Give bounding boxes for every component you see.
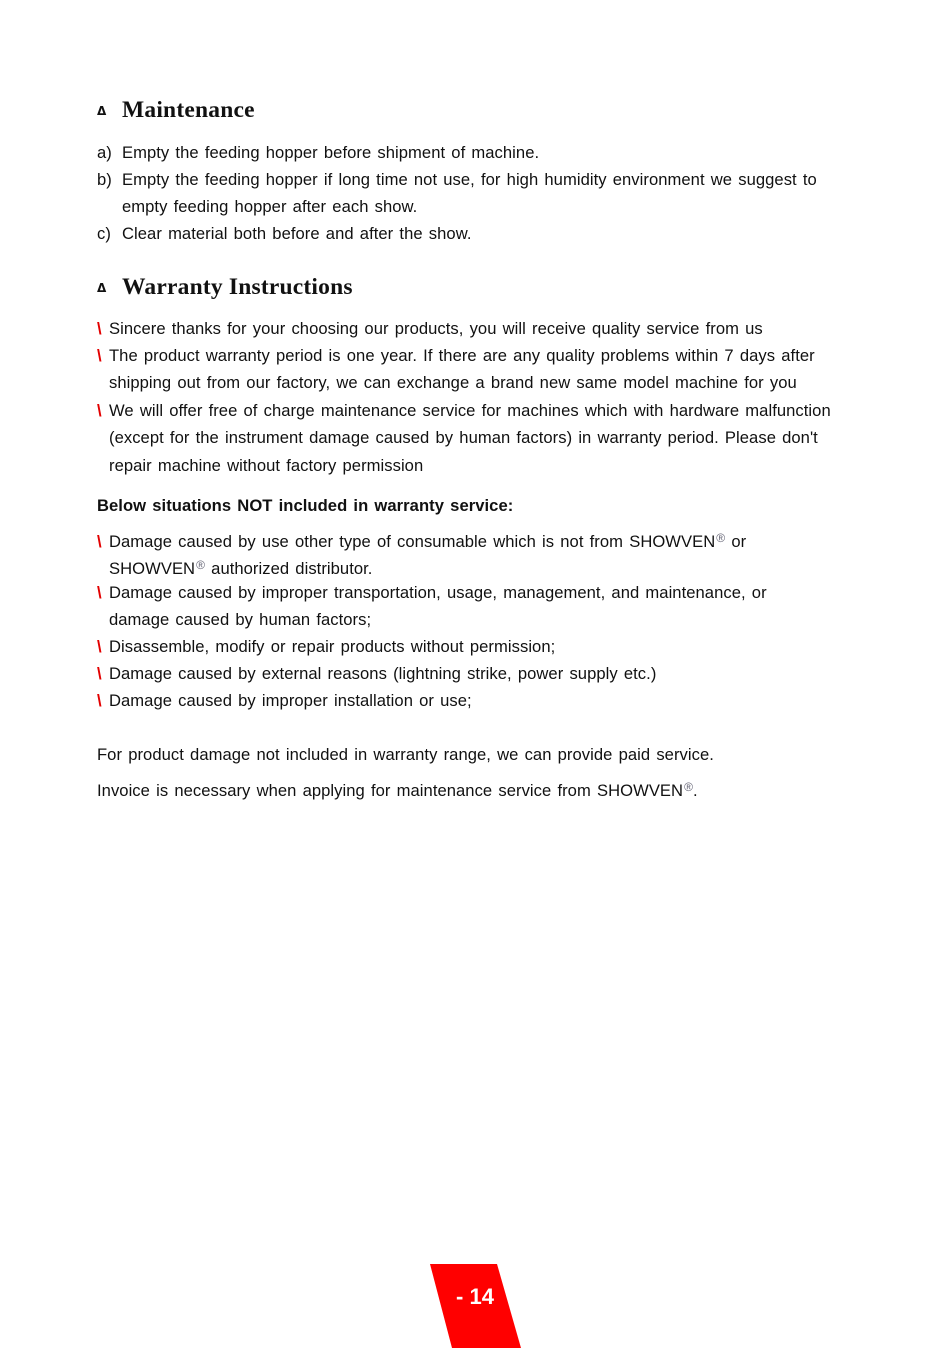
bullet-item <box>97 582 767 604</box>
item-text: Invoice is necessary when applying for maintenance service from SHOWVEN <box>97 781 684 800</box>
triangle-icon: Δ <box>97 280 107 295</box>
bullet-icon: \ <box>97 319 102 338</box>
bullet-icon: \ <box>97 583 102 602</box>
item-text: The product warranty period is one year. If there are any quality problems within 7 days after <box>109 346 815 365</box>
exclusions-heading: Below situations NOT included in warranty service: <box>97 496 514 515</box>
item-text-cont: (except for the instrument damage caused by human factors) in warranty period. Please don't <box>109 428 818 447</box>
bullet-item <box>97 400 831 422</box>
item-text-cont: shipping out from our factory, we can exchange a brand new same model machine for you <box>109 373 797 392</box>
item-text: We will offer free of charge maintenance service for machines which with hardware malfunction <box>109 401 831 420</box>
maintenance-title: Maintenance <box>122 97 255 123</box>
warranty-heading <box>97 272 353 302</box>
bullet-icon: \ <box>97 637 102 656</box>
bullet-item <box>97 318 763 340</box>
registered-mark: ® <box>196 558 205 572</box>
bullet-icon: \ <box>97 346 102 365</box>
bullet-item <box>97 636 555 658</box>
item-text: Damage caused by improper installation or use; <box>109 691 472 710</box>
bullet-item <box>97 345 815 367</box>
maintenance-heading <box>97 95 255 125</box>
item-text: authorized distributor. <box>205 559 373 578</box>
list-item <box>97 169 817 191</box>
bullet-item <box>97 527 746 549</box>
bullet-icon: \ <box>97 691 102 710</box>
item-text: Empty the feeding hopper if long time not use, for high humidity environment we suggest to <box>122 170 817 189</box>
item-label: b) <box>97 170 112 189</box>
item-text-cont: empty feeding hopper after each show. <box>122 197 418 216</box>
item-text-cont: damage caused by human factors; <box>109 610 372 629</box>
item-text: Disassemble, modify or repair products without permission; <box>109 637 556 656</box>
bullet-icon: \ <box>97 532 102 551</box>
warranty-title: Warranty Instructions <box>122 274 353 300</box>
page-number: - 14 <box>456 1284 494 1309</box>
list-item <box>97 142 539 164</box>
list-item <box>97 223 471 245</box>
item-label: a) <box>97 143 112 162</box>
item-text: or <box>725 532 747 551</box>
item-text: Sincere thanks for your choosing our products, you will receive quality service from us <box>109 319 763 338</box>
item-text: Clear material both before and after the show. <box>122 224 472 243</box>
invoice-note <box>97 776 698 798</box>
item-text-cont: repair machine without factory permission <box>109 456 424 475</box>
item-text: Damage caused by use other type of consumable which is not from SHOWVEN <box>109 532 716 551</box>
item-text: Damage caused by external reasons (lightning strike, power supply etc.) <box>109 664 657 683</box>
item-label: c) <box>97 224 111 243</box>
item-text: . <box>693 781 698 800</box>
registered-mark: ® <box>716 531 726 545</box>
item-text-cont <box>109 554 372 576</box>
paid-service-note: For product damage not included in warranty range, we can provide paid service. <box>97 745 714 764</box>
triangle-icon: Δ <box>97 103 107 118</box>
registered-mark: ® <box>684 780 693 794</box>
bullet-item <box>97 690 472 712</box>
item-text: Empty the feeding hopper before shipment of machine. <box>122 143 540 162</box>
bullet-icon: \ <box>97 401 102 420</box>
item-text: SHOWVEN <box>109 559 196 578</box>
item-text: Damage caused by improper transportation, usage, management, and maintenance, or <box>109 583 767 602</box>
bullet-icon: \ <box>97 664 102 683</box>
bullet-item <box>97 663 656 685</box>
